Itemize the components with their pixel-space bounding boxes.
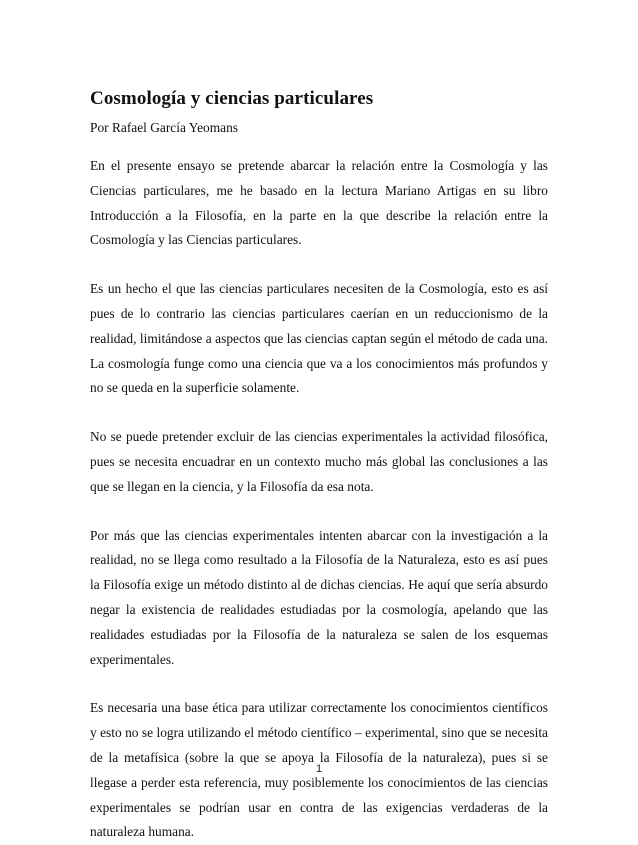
paragraph-5: Es necesaria una base ética para utilizar correctamente los conocimientos científicos y esto no se logra utilizando el método científico – experimental, sino que se necesita de la metafísica (sobre la que se apoya la Filosofía de la naturaleza), pues si se llegase a perder esta referencia, muy posiblemente los conocimientos de las ciencias experimentales se podrían usar en contra de las exigencias verdaderas de la naturaleza humana. bbox=[90, 700, 548, 840]
paragraph-4: Por más que las ciencias experimentales intenten abarcar con la investigación a la realidad, no se llega como resultado a la Filosofía de la Naturaleza, esto es así pues la Filosofía exige un método distinto al de dichas ciencias. He aquí que sería absurdo negar la existencia de realidades estudiadas por la cosmología, apelando que las realidades estudiadas por la Filosofía de la naturaleza se salen de los esquemas experimentales. bbox=[90, 527, 548, 667]
page-number: 1 bbox=[315, 763, 323, 775]
paragraph-2: Es un hecho el que las ciencias particulares necesiten de la Cosmología, esto es así pues de lo contrario las ciencias particulares caerían en un reduccionismo de la realidad, limitándose a aspectos que las ciencias captan según el método de cada una. La cosmología funge como una ciencia que va a los conocimientos más profundos y no se queda en la superficie solamente. bbox=[90, 281, 548, 396]
document-author: Por Rafael García Yeomans bbox=[90, 120, 239, 135]
document-title: Cosmología y ciencias particulares bbox=[90, 88, 374, 109]
document-body bbox=[90, 154, 548, 845]
paragraph-1: En el presente ensayo se pretende abarcar la relación entre la Cosmología y las Ciencias particulares, me he basado en la lectura Mariano Artigas en su libro Introducción a la Filosofía, en la parte en la que describe la relación entre la Cosmología y las Ciencias particulares. bbox=[90, 158, 548, 248]
paragraph-3: No se puede pretender excluir de las ciencias experimentales la actividad filosófica, pues se necesita encuadrar en un contexto mucho más global las conclusiones a las que se llegan en la ciencia, y la Filosofía da esa nota. bbox=[90, 429, 548, 494]
